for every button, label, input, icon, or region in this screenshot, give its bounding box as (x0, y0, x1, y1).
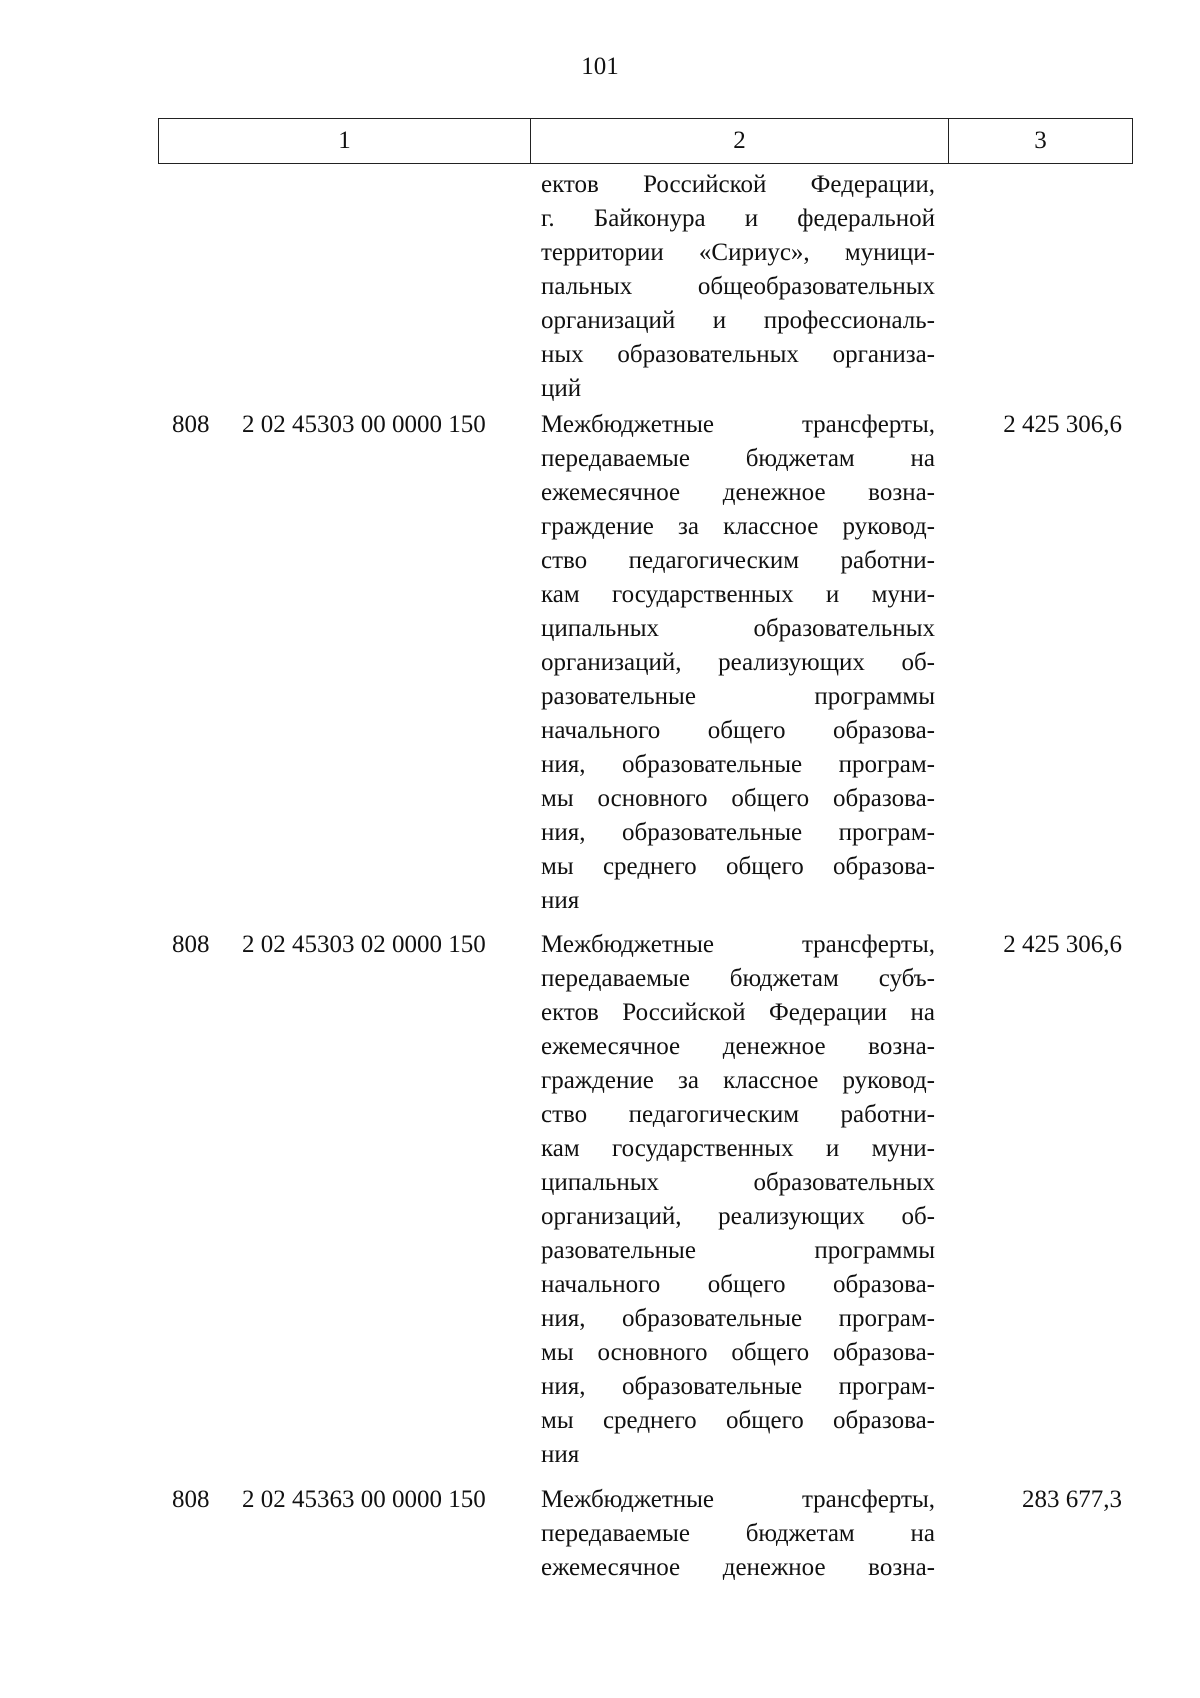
desc-line: ежемесячное денежное возна- (541, 1033, 935, 1060)
row-amount: 2 425 306,6 (1003, 411, 1122, 438)
row-admin-code: 808 (172, 931, 210, 958)
desc-line: передаваемые бюджетам на (541, 445, 935, 472)
row-amount: 283 677,3 (1022, 1486, 1122, 1513)
row-description (541, 408, 935, 918)
desc-line: пальных общеобразовательных (541, 273, 935, 300)
desc-line: мы среднего общего образова- (541, 853, 935, 880)
desc-line: Межбюджетные трансферты, (541, 411, 935, 438)
header-col-3: 3 (1034, 127, 1047, 154)
row-amount: 2 425 306,6 (1003, 931, 1122, 958)
desc-line: мы основного общего образова- (541, 1339, 935, 1366)
page-number: 101 (581, 53, 619, 80)
desc-line: ных образовательных организа- (541, 341, 935, 368)
desc-line: г. Байконура и федеральной (541, 205, 935, 232)
desc-line: ектов Российской Федерации, (541, 171, 935, 198)
desc-line: ния, образовательные програм- (541, 1373, 935, 1400)
desc-line: передаваемые бюджетам субъ- (541, 965, 935, 992)
desc-line: организаций, реализующих об- (541, 649, 935, 676)
row-budget-code: 2 02 45303 00 0000 150 (242, 411, 486, 438)
desc-line: ния, образовательные програм- (541, 1305, 935, 1332)
desc-line: начального общего образова- (541, 717, 935, 744)
row-budget-code: 2 02 45303 02 0000 150 (242, 931, 486, 958)
desc-line: ципальных образовательных (541, 615, 935, 642)
header-col-1: 1 (159, 119, 531, 163)
row-admin-code: 808 (172, 1486, 210, 1513)
desc-line: Межбюджетные трансферты, (541, 931, 935, 958)
row-description (541, 168, 935, 406)
desc-line: ния (541, 1441, 580, 1468)
row-admin-code: 808 (172, 411, 210, 438)
desc-line: разовательные программы (541, 1237, 935, 1264)
desc-line: ния (541, 887, 580, 914)
desc-line: граждение за классное руковод- (541, 513, 935, 540)
row-description (541, 1483, 935, 1585)
desc-line: организаций, реализующих об- (541, 1203, 935, 1230)
desc-line: кам государственных и муни- (541, 581, 935, 608)
desc-line: передаваемые бюджетам на (541, 1520, 935, 1547)
desc-line: ектов Российской Федерации на (541, 999, 935, 1026)
table-header (158, 118, 1133, 164)
desc-line: мы среднего общего образова- (541, 1407, 935, 1434)
desc-line: кам государственных и муни- (541, 1135, 935, 1162)
row-description (541, 928, 935, 1472)
desc-line: организаций и профессиональ- (541, 307, 935, 334)
desc-line: Межбюджетные трансферты, (541, 1486, 935, 1513)
desc-line: мы основного общего образова- (541, 785, 935, 812)
desc-line: ство педагогическим работни- (541, 1101, 935, 1128)
desc-line: разовательные программы (541, 683, 935, 710)
desc-line: ния, образовательные програм- (541, 819, 935, 846)
desc-line: ежемесячное денежное возна- (541, 1554, 935, 1581)
desc-line: ежемесячное денежное возна- (541, 479, 935, 506)
header-col-2: 2 (531, 119, 949, 163)
desc-line: начального общего образова- (541, 1271, 935, 1298)
desc-line: ций (541, 375, 582, 402)
desc-line: граждение за классное руковод- (541, 1067, 935, 1094)
desc-line: ния, образовательные програм- (541, 751, 935, 778)
row-budget-code: 2 02 45363 00 0000 150 (242, 1486, 486, 1513)
desc-line: территории «Сириус», муници- (541, 239, 935, 266)
desc-line: ство педагогическим работни- (541, 547, 935, 574)
desc-line: ципальных образовательных (541, 1169, 935, 1196)
